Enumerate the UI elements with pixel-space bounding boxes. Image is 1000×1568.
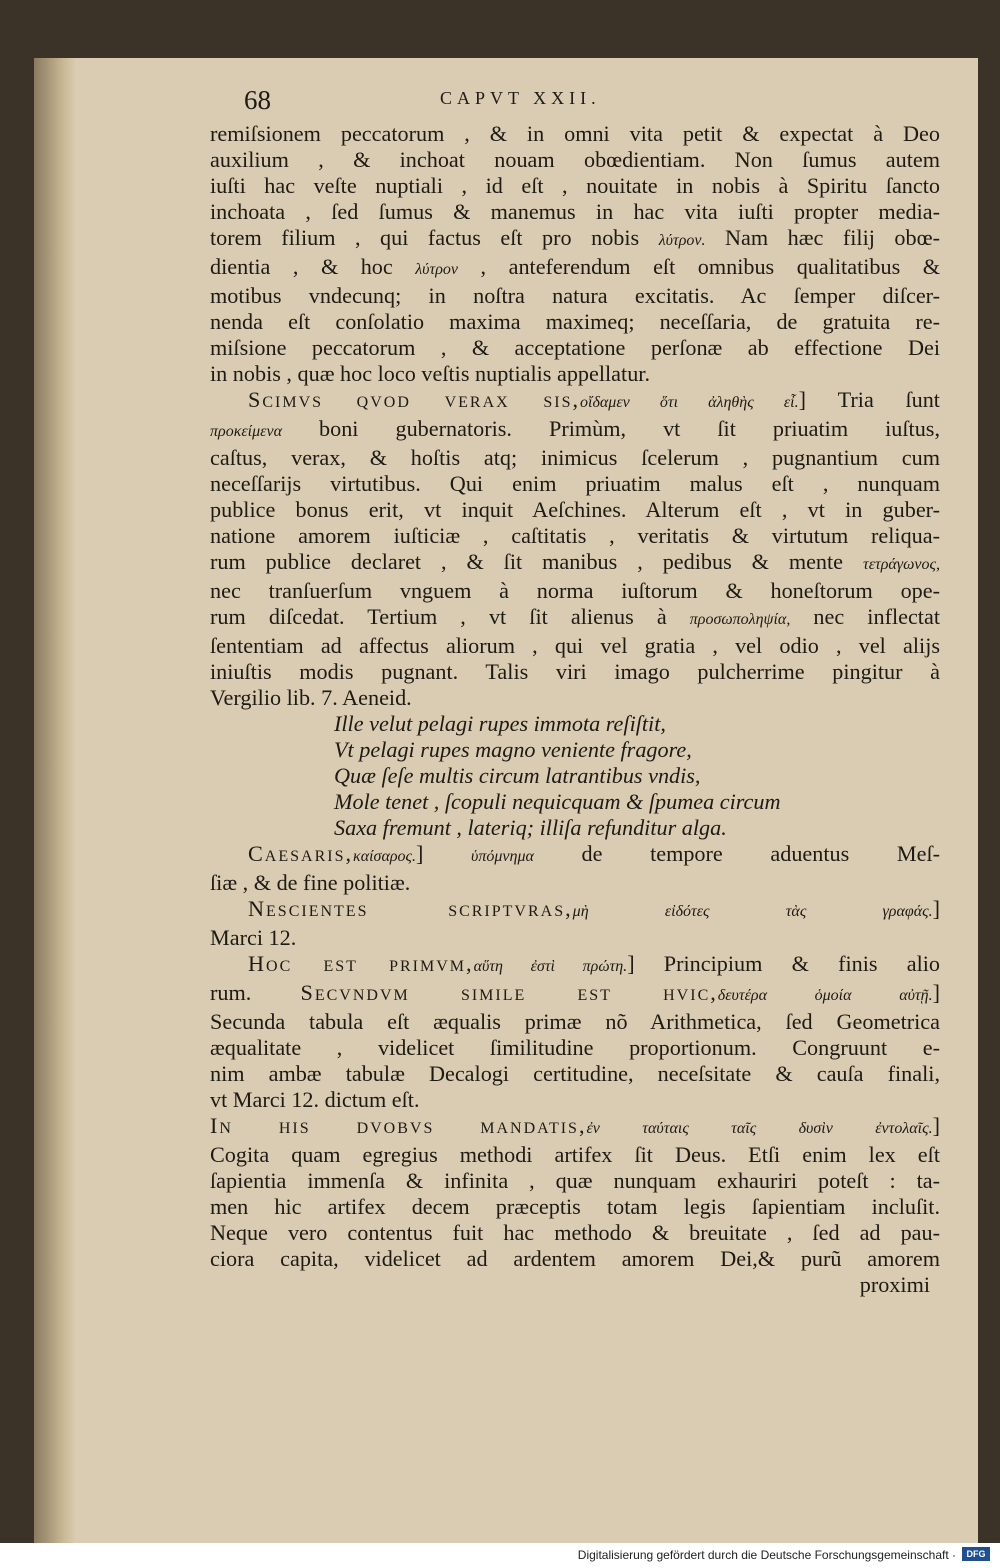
text-line: [210, 633, 940, 659]
text-run: Saxa fremunt , lateriq; illiſa refunditur alga.: [334, 815, 727, 840]
text-line: [210, 254, 940, 283]
text-line: [210, 445, 940, 471]
text-line: [210, 685, 940, 711]
text-run: de tempore aduentus Meſ-: [533, 841, 941, 866]
text-run: Secunda tabula eſt æqualis primæ nõ Arithmetica, ſed Geometrica: [210, 1009, 940, 1034]
text-line: [210, 951, 940, 980]
page-binding-shadow: [34, 58, 76, 1543]
text-line: [210, 604, 940, 633]
text-line: [210, 1142, 940, 1168]
page-number: 68: [244, 85, 271, 115]
text-run: men hic artifex decem præceptis totam legis ſapientiam incluſit.: [210, 1194, 940, 1219]
text-run: inchoata , ſed ſumus & manemus in hac vita iuſti propter media-: [210, 199, 940, 224]
body-text: [210, 121, 940, 1272]
text-line: [210, 980, 940, 1009]
text-run: ſententiam ad affectus aliorum , qui vel gratia , vel odio , vel alijs: [210, 633, 940, 658]
text-line: [210, 1035, 940, 1061]
text-line: [210, 199, 940, 225]
text-line: [210, 841, 940, 870]
text-line: [210, 309, 940, 335]
text-run: remiſsionem peccatorum , & in omni vita petit & expectat à Deo: [210, 121, 940, 146]
text-line: [210, 896, 940, 925]
text-run: natione amorem iuſticiæ , caſtitatis , veritatis & virtutum reliqua-: [210, 523, 940, 548]
greek-phrase: προκείμενα: [210, 423, 282, 440]
text-run: ſiæ , & de fine politiæ.: [210, 870, 411, 895]
text-line: [210, 815, 940, 841]
text-run: nim ambæ tabulæ Decalogi certitudine, neceſsitate & cauſa finali,: [210, 1061, 940, 1086]
text-run: auxilium , & inchoat nouam obœdientiam. Non ſumus autem: [210, 147, 940, 172]
text-run: iuſti hac veſte nuptiali , id eſt , nouitate in nobis à Spiritu ſancto: [210, 173, 940, 198]
dfg-logo: DFG: [962, 1547, 990, 1561]
text-line: [210, 1009, 940, 1035]
running-title: CAPVT XXII.: [440, 88, 601, 108]
text-line: [210, 1220, 940, 1246]
text-run: nec inflectat: [790, 604, 940, 629]
text-run: Vergilio lib. 7. Aeneid.: [210, 685, 412, 710]
text-run: nec tranſuerſum vnguem à norma iuſtorum & honeſtorum ope-: [210, 578, 940, 603]
text-run: rum.: [210, 980, 301, 1005]
text-line: [210, 387, 940, 416]
text-run: publice bonus erit, vt inquit Aeſchines. Alterum eſt , vt in guber-: [210, 497, 940, 522]
text-line: [210, 361, 940, 387]
greek-phrase: τετράγωνος,: [862, 556, 940, 573]
text-run: Quæ ſeſe multis circum latrantibus vndis,: [334, 763, 701, 788]
lemma-caps: Caesaris,: [248, 841, 354, 866]
greek-phrase: μὴ εἰδότες τὰς γραφάς.: [572, 903, 933, 920]
greek-phrase: ἐν ταύταις ταῖς δυσὶν ἐντολαῖς.: [586, 1120, 933, 1137]
lemma-caps: Secvndvm simile est hvic,: [300, 980, 718, 1005]
text-line: [210, 416, 940, 445]
greek-phrase: λύτρον: [415, 261, 459, 278]
greek-phrase: προσωποληψία,: [689, 611, 791, 628]
text-line: [210, 578, 940, 604]
text-line: [210, 549, 940, 578]
lemma-caps: Scimvs qvod verax sis,: [248, 387, 581, 412]
text-run: æqualitate , videlicet ſimilitudine proportionum. Congruunt e-: [210, 1035, 940, 1060]
greek-phrase: αὕτη ἐστὶ πρώτη.: [473, 958, 628, 975]
text-line: [210, 283, 940, 309]
text-run: ſapientia immenſa & infinita , quæ nunquam exhauriri poteſt : ta-: [210, 1168, 940, 1193]
text-line: [210, 335, 940, 361]
greek-phrase: δευτέρα ὁμοία αὐτῇ.: [717, 987, 933, 1004]
lemma-caps: In his dvobvs mandatis,: [210, 1113, 587, 1138]
text-line: [210, 1087, 940, 1113]
text-line: [210, 471, 940, 497]
text-line: [210, 1194, 940, 1220]
text-line: [210, 659, 940, 685]
text-run: Vt pelagi rupes magno veniente fragore,: [334, 737, 692, 762]
text-run: boni gubernatoris. Primùm, vt ſit priuatim iuſtus,: [281, 416, 940, 441]
text-run: , anteferendum eſt omnibus qualitatibus &: [458, 254, 940, 279]
text-run: Nam hæc filij obœ-: [705, 225, 940, 250]
text-run: ] Principium & finis alio: [627, 951, 940, 976]
lemma-caps: Hoc est primvm,: [248, 951, 474, 976]
text-run: Neque vero contentus fuit hac methodo & breuitate , ſed ad pau-: [210, 1220, 940, 1245]
text-run: motibus vndecunq; in noſtra natura excitatis. Ac ſemper diſcer-: [210, 283, 940, 308]
text-line: [210, 225, 940, 254]
text-line: [210, 523, 940, 549]
text-line: [210, 1168, 940, 1194]
text-run: ] Tria ſunt: [798, 387, 940, 412]
text-run: vt Marci 12. dictum eſt.: [210, 1087, 420, 1112]
page-header: [210, 85, 940, 121]
text-run: torem filium , qui factus eſt pro nobis: [210, 225, 659, 250]
text-line: [210, 870, 940, 896]
greek-phrase: ὑπόμνημα: [471, 848, 534, 865]
text-run: dientia , & hoc: [210, 254, 416, 279]
greek-phrase: λύτρον.: [658, 232, 706, 249]
text-run: rum publice declaret , & ſit manibus , pedibus & mente: [210, 549, 863, 574]
text-run: ciora capita, videlicet ad ardentem amorem Dei,& purũ amorem: [210, 1246, 940, 1271]
greek-phrase: οἴδαμεν ὅτι ἀληθὴς εἶ.: [580, 394, 799, 411]
text-line: [210, 925, 940, 951]
footer-credit: Digitalisierung gefördert durch die Deutsche Forschungsgemeinschaft ·: [577, 1548, 956, 1562]
text-run: ]: [932, 896, 941, 921]
text-run: Ille velut pelagi rupes immota reſiſtit,: [334, 711, 666, 736]
text-line: [210, 1061, 940, 1087]
text-line: [210, 497, 940, 523]
greek-phrase: καίσαρος.: [353, 848, 417, 865]
footer-bar: [0, 1543, 1000, 1568]
text-line: [210, 147, 940, 173]
text-line: [210, 789, 940, 815]
text-run: miſsione peccatorum , & acceptatione perſonæ ab effectione Dei: [210, 335, 940, 360]
text-run: Cogita quam egregius methodi artifex ſit Deus. Etſi enim lex eſt: [210, 1142, 940, 1167]
text-line: [210, 711, 940, 737]
text-line: [210, 763, 940, 789]
text-run: in nobis , quæ hoc loco veſtis nuptialis appellatur.: [210, 361, 651, 386]
text-line: [210, 173, 940, 199]
text-run: ]: [932, 1113, 940, 1138]
text-run: ]: [416, 841, 472, 866]
text-run: Mole tenet , ſcopuli nequicquam & ſpumea circum: [334, 789, 781, 814]
text-line: [210, 1113, 940, 1142]
text-run: ]: [932, 980, 940, 1005]
text-run: nenda eſt conſolatio maxima maximeq; neceſſaria, de gratuita re-: [210, 309, 940, 334]
text-line: [210, 737, 940, 763]
text-line: [210, 1246, 940, 1272]
text-run: caſtus, verax, & hoſtis atq; inimicus ſcelerum , pugnantium cum: [210, 445, 940, 470]
page-text: [210, 85, 940, 1298]
text-run: iniuſtis modis pugnant. Talis viri imago pulcherrime pingitur à: [210, 659, 940, 684]
lemma-caps: Nescientes scriptvras,: [248, 896, 573, 921]
catchword: proximi: [859, 1272, 930, 1297]
text-run: Marci 12.: [210, 925, 297, 950]
text-run: neceſſarijs virtutibus. Qui enim priuatim malus eſt , nunquam: [210, 471, 940, 496]
text-run: rum diſcedat. Tertium , vt ſit alienus à: [210, 604, 690, 629]
text-line: [210, 121, 940, 147]
